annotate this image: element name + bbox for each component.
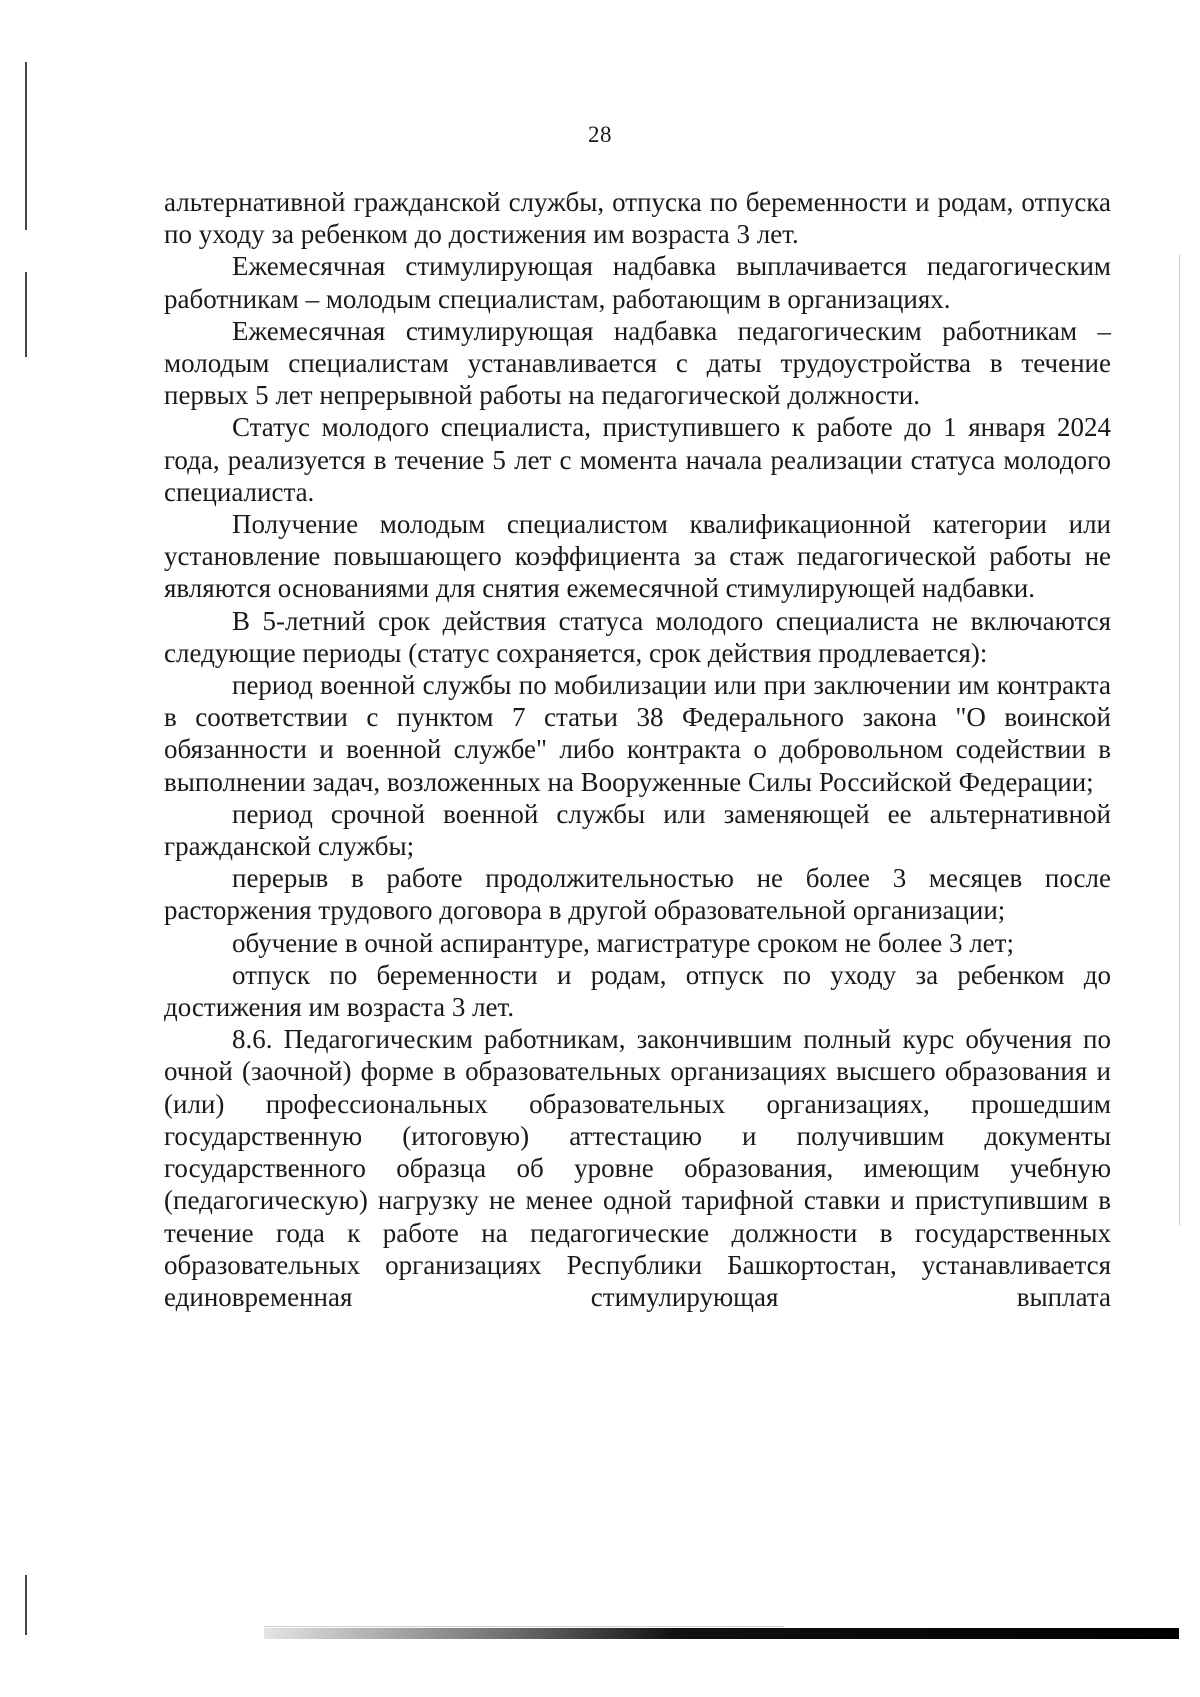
document-body: [164, 186, 1111, 1313]
paragraph-6: В 5-летний срок действия статуса молодого специалиста не включаются следующие периоды (статус сохраняется, срок действия продлевается):: [164, 605, 1111, 668]
scan-edge-line-bottom: [25, 1575, 27, 1635]
paragraph-10: обучение в очной аспирантуре, магистратуре сроком не более 3 лет;: [232, 927, 1014, 958]
scan-edge-line-right: [1179, 255, 1180, 1225]
paragraph-5: Получение молодым специалистом квалификационной категории или установление повышающего коэффициента за стаж педагогической работы не являются основаниями для снятия ежемесячной стимулирующей надбавки.: [164, 509, 1111, 604]
paragraph-9: перерыв в работе продолжительностью не более 3 месяцев после расторжения трудового договора в другой образовательной организации;: [164, 863, 1111, 926]
page-number: 28: [588, 122, 612, 147]
paragraph-3: Ежемесячная стимулирующая надбавка педагогическим работникам – молодым специалистам устанавливается с даты трудоустройства в течение первых 5 лет непрерывной работы на педагогической должности.: [164, 315, 1111, 411]
scan-bottom-hairline: [264, 1626, 784, 1627]
scan-edge-line-middle: [25, 272, 27, 357]
paragraph-12: 8.6. Педагогическим работникам, закончившим полный курс обучения по очной (заочной) форме в образовательных организациях высшего образования и (или) профессиональных образовательных организациях, прошедшим государственную (итоговую) аттестацию и получившим документы государственного образца об уровне образования, имеющим учебную (педагогическую) нагрузку не менее одной тарифной ставки и приступившим в течение года к работе на педагогические должности в государственных образовательных организациях Республики Башкортостан, устанавливается единовременная стимулирующая выплата: [164, 1024, 1111, 1312]
paragraph-2: Ежемесячная стимулирующая надбавка выплачивается педагогическим работникам – молодым специалистам, работающим в организациях.: [164, 251, 1111, 314]
paragraph-1: альтернативной гражданской службы, отпуска по беременности и родам, отпуска по уходу за ребенком до достижения им возраста 3 лет.: [164, 187, 1111, 250]
paragraph-11: отпуск по беременности и родам, отпуск по уходу за ребенком до достижения им возраста 3 лет.: [164, 959, 1111, 1023]
paragraph-7: период военной службы по мобилизации или при заключении им контракта в соответствии с пунктом 7 статьи 38 Федерального закона "О воинской обязанности и военной службе" либо контракта о добровольном содействии в выполнении задач, возложенных на Вооруженные Силы Российской Федерации;: [164, 670, 1111, 797]
paragraph-4: Статус молодого специалиста, приступившего к работе до 1 января 2024 года, реализуется в течение 5 лет с момента начала реализации статуса молодого специалиста.: [164, 412, 1111, 507]
scan-bottom-bar: [264, 1628, 1179, 1639]
paragraph-8: период срочной военной службы или заменяющей ее альтернативной гражданской службы;: [164, 798, 1111, 862]
